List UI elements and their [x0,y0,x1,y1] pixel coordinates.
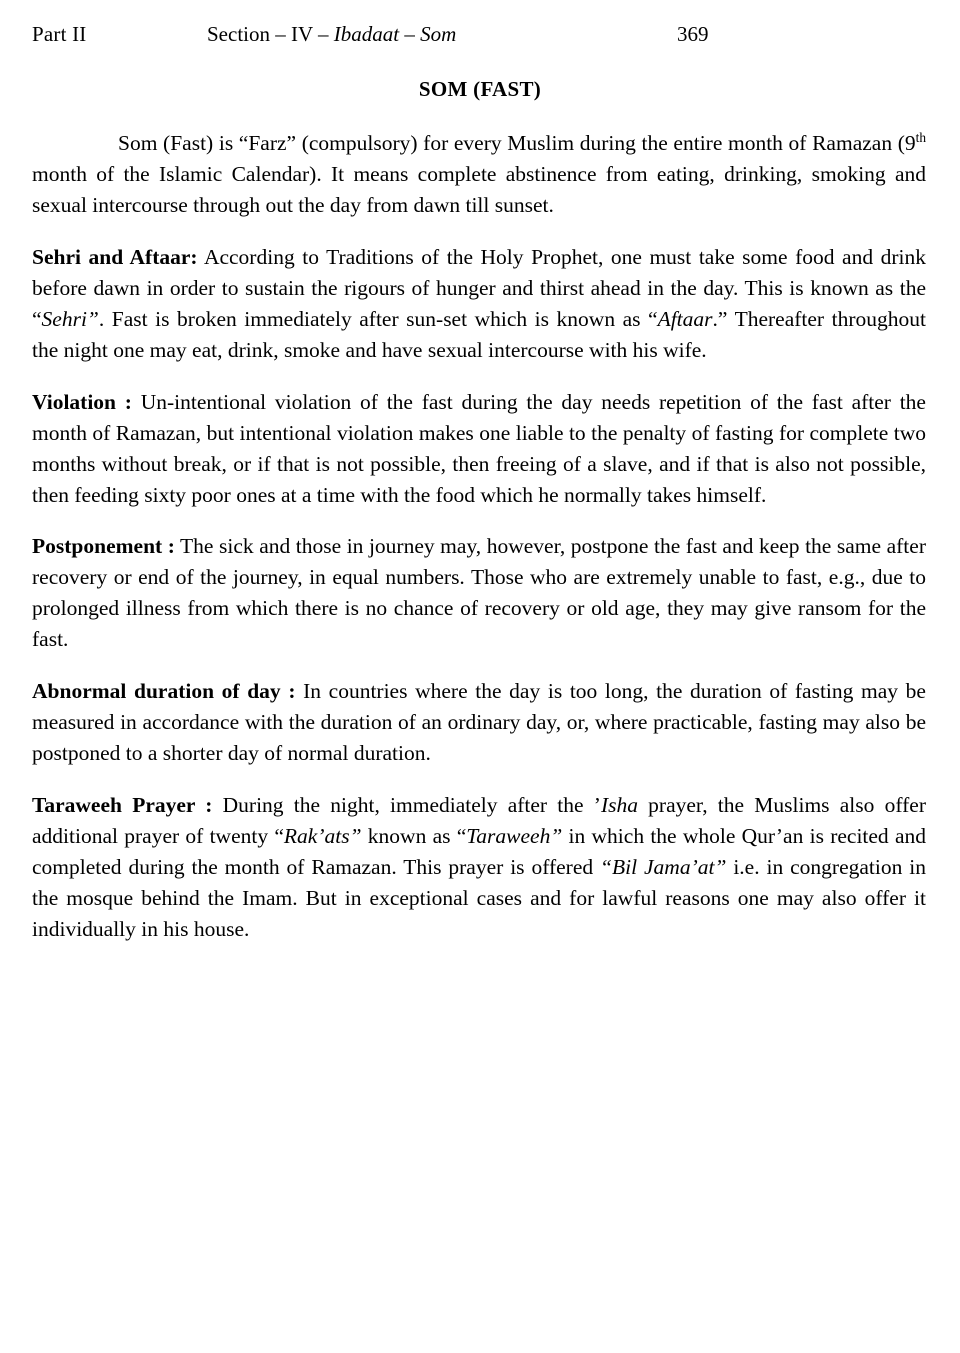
paragraph-violation [30,387,930,511]
text-intro-0: Som (Fast) is “Farz” (compulsory) for every Muslim during the entire month of Ramazan (9 [118,131,916,155]
text-taraweeh-prayer-0: During the night, immediately after the ’ [212,793,601,818]
paragraph-taraweeh-prayer [30,790,930,945]
header-part-label: Part II [32,22,87,46]
paragraph-intro [30,128,930,221]
header-section-italic: Ibadaat – Som [333,22,457,46]
text-violation-0: Un-intentional violation of the fast during the day needs repetition of the fast after the month of Ramazan, but intentional violation makes one liable to the penalty of fasting for complete two months without break, or if that is not possible, then freeing of a slave, and if that is also not possible, then feeding sixty poor ones at a time with the food which he normally takes himself. [32,389,926,507]
paragraph-lead-postponement: Postponement : [32,534,175,559]
paragraph-lead-taraweeh-prayer: Taraweeh Prayer : [32,793,213,818]
page-number: 369 [677,22,709,46]
text-sehri-aftaar-4: .” Thereafter throughout the night one may eat, drink, smoke and have sexual intercourse with his wife. [32,306,926,362]
superscript-intro-1: th [915,129,926,145]
emphasis-taraweeh-prayer-7: “Bil Jama’at” [600,855,727,880]
page-header [30,22,930,47]
paragraph-abnormal-duration [30,676,930,769]
emphasis-taraweeh-prayer-5: Taraweeh” [466,824,563,849]
text-taraweeh-prayer-4: known as “ [361,824,467,849]
emphasis-sehri-aftaar-3: Aftaar [657,306,713,331]
text-sehri-aftaar-2: . Fast is broken immediately after sun-set which is known as “ [98,306,658,331]
header-section-label [207,22,677,47]
emphasis-taraweeh-prayer-3: Rak’ats” [283,824,362,849]
text-taraweeh-prayer-8: i.e. in congregation in the mosque behind the Imam. But in exceptional cases and for lawful reasons one may also offer it individually in his house. [32,855,926,941]
paragraph-lead-sehri-aftaar: Sehri and Aftaar: [32,244,198,269]
text-abnormal-duration-0: In countries where the day is too long, the duration of fasting may be measured in accordance with the duration of an ordinary day, or, where practicable, fasting may also be postponed to a shorter day of normal duration. [32,679,926,766]
text-taraweeh-prayer-6: in which the whole Qur’an is recited and completed during the month of Ramazan. This prayer is offered [32,824,926,880]
text-sehri-aftaar-0: According to Traditions of the Holy Prophet, one must take some food and drink before dawn in order to sustain the rigours of hunger and thirst ahead in the day. This is known as the “ [32,244,927,331]
page-title: SOM (FAST) [418,77,542,101]
text-taraweeh-prayer-2: prayer, the Muslims also offer additional prayer of twenty “ [32,793,926,849]
text-postponement-0: The sick and those in journey may, however, postpone the fast and keep the same after recovery or end of the journey, in equal numbers. Those who are extremely unable to fast, e.g., due to prolonged illness from which there is no chance of recovery or old age, they may give ransom for the fast. [32,534,926,652]
emphasis-taraweeh-prayer-1: Isha [600,793,638,818]
body-text [30,128,930,945]
text-intro-2: month of the Islamic Calendar). It means complete abstinence from eating, drinking, smoking and sexual intercourse through out the day from dawn till sunset. [32,161,926,217]
paragraph-postponement [30,531,930,655]
emphasis-sehri-aftaar-1: Sehri” [41,306,99,331]
paragraph-sehri-aftaar [30,242,930,366]
paragraph-lead-violation: Violation : [32,389,132,414]
paragraph-lead-abnormal-duration: Abnormal duration of day : [32,679,296,704]
header-section-prefix: Section – IV – [207,22,334,46]
